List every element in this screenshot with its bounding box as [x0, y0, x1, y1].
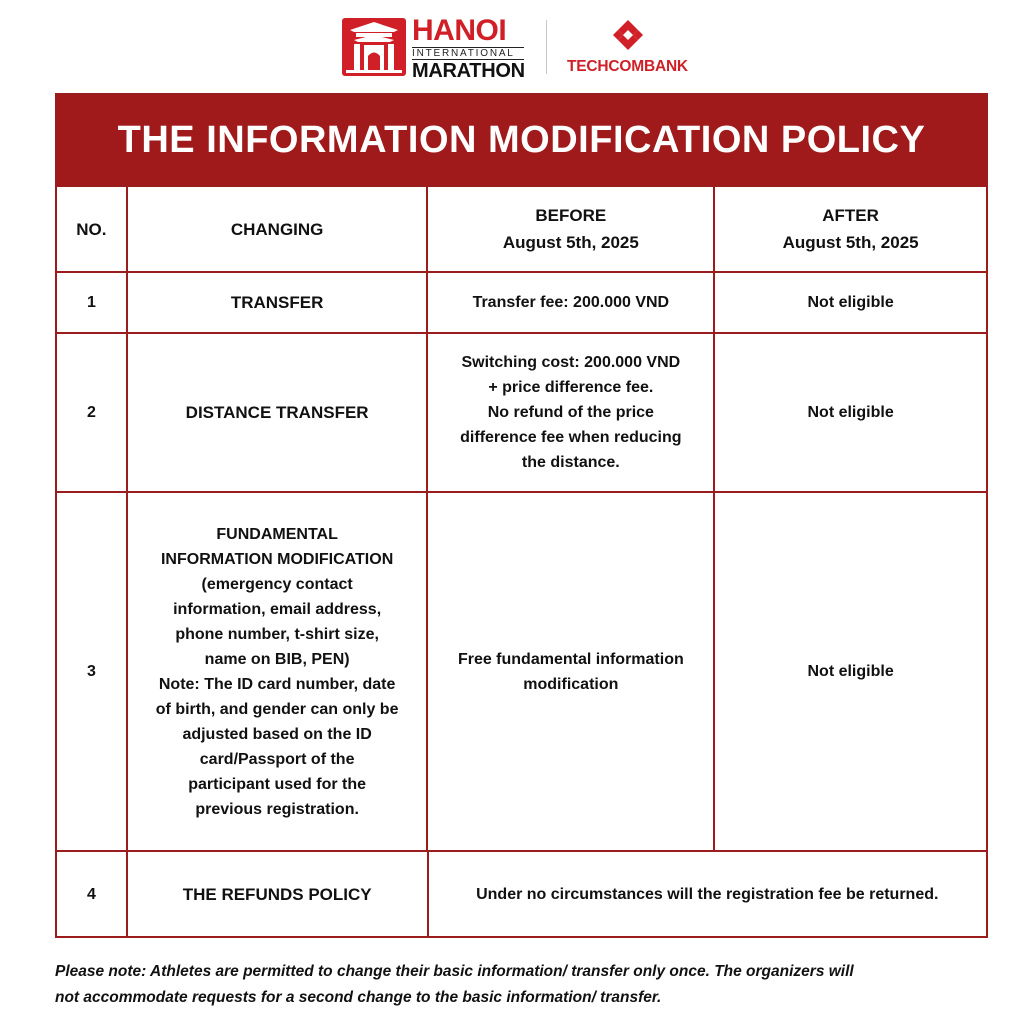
row-before [426, 493, 713, 850]
row-changing-line: Note: The ID card number, date [158, 675, 396, 693]
row-changing-line: participant used for the [188, 775, 367, 793]
hanoi-logo-text [412, 16, 525, 81]
header-changing: CHANGING [126, 187, 427, 271]
row-changing-line: previous registration. [195, 800, 359, 818]
row-number: 3 [86, 663, 96, 680]
row-after: Not eligible [713, 273, 986, 332]
table-header-row [57, 185, 986, 271]
row-changing [126, 493, 427, 850]
techcombank-logo [564, 18, 694, 78]
header-after [713, 187, 986, 271]
row-before-line: Switching cost: 200.000 VND [461, 354, 681, 371]
header-before-line2: August 5th, 2025 [502, 233, 639, 252]
row-before-line: + price difference fee. [488, 379, 654, 396]
row-before [426, 334, 713, 491]
hanoi-marathon-logo [342, 14, 532, 82]
row-changing-line: of birth, and gender can only be [155, 700, 399, 718]
table-title-bar [57, 95, 986, 185]
logo-divider [546, 20, 547, 74]
hanoi-logo-marathon: MARATHON [412, 60, 525, 82]
hanoi-logo-word: HANOI [412, 14, 507, 47]
row-before-line: No refund of the price [487, 404, 654, 421]
row-before-line: the distance. [521, 454, 620, 471]
row-changing-line: card/Passport of the [199, 750, 355, 768]
row-number: 4 [86, 885, 96, 903]
row-changing-line: INFORMATION MODIFICATION [160, 550, 394, 568]
footnote [55, 959, 990, 1011]
row-changing-line: phone number, t-shirt size, [175, 625, 379, 643]
diamond-icon [608, 18, 648, 52]
row-after: Not eligible [713, 334, 986, 491]
header-before [426, 187, 713, 271]
table-row [57, 850, 986, 936]
row-merged: Under no circumstances will the registration fee be returned. [427, 852, 986, 936]
techcombank-logo-word: TECHCOMBANK [567, 58, 688, 75]
row-changing-line: information, email address, [173, 600, 382, 618]
policy-table [55, 93, 988, 938]
row-before: Transfer fee: 200.000 VND [426, 273, 713, 332]
row-changing: DISTANCE TRANSFER [126, 334, 427, 491]
table-row [57, 271, 986, 332]
row-after: Not eligible [713, 493, 986, 850]
header-before-line1: BEFORE [535, 206, 607, 225]
table-row [57, 332, 986, 491]
header-after-line1: AFTER [822, 206, 879, 225]
row-before-line: modification [523, 675, 619, 693]
row-changing: THE REFUNDS POLICY [126, 852, 427, 936]
header-no: NO. [76, 219, 107, 239]
header-after-line2: August 5th, 2025 [782, 233, 919, 252]
row-changing-line: (emergency contact [201, 575, 353, 593]
row-number: 2 [86, 404, 96, 421]
page-title: THE INFORMATION MODIFICATION POLICY [117, 118, 926, 161]
temple-gate-icon [342, 18, 406, 76]
row-changing-line: name on BIB, PEN) [204, 650, 350, 668]
row-before-line: difference fee when reducing [460, 429, 682, 446]
row-changing-line: FUNDAMENTAL [216, 525, 338, 543]
row-changing: TRANSFER [126, 273, 427, 332]
hanoi-logo-international: INTERNATIONAL [412, 47, 524, 60]
table-row [57, 491, 986, 850]
row-before-line: Free fundamental information [457, 650, 684, 668]
footnote-line1: Please note: Athletes are permitted to change their basic information/ transfer only once. The organizers will [55, 963, 854, 980]
row-changing-line: adjusted based on the ID [182, 725, 372, 743]
footnote-line2: not accommodate requests for a second change to the basic information/ transfer. [55, 989, 662, 1006]
header-logos [0, 14, 1024, 80]
row-number: 1 [86, 294, 96, 311]
